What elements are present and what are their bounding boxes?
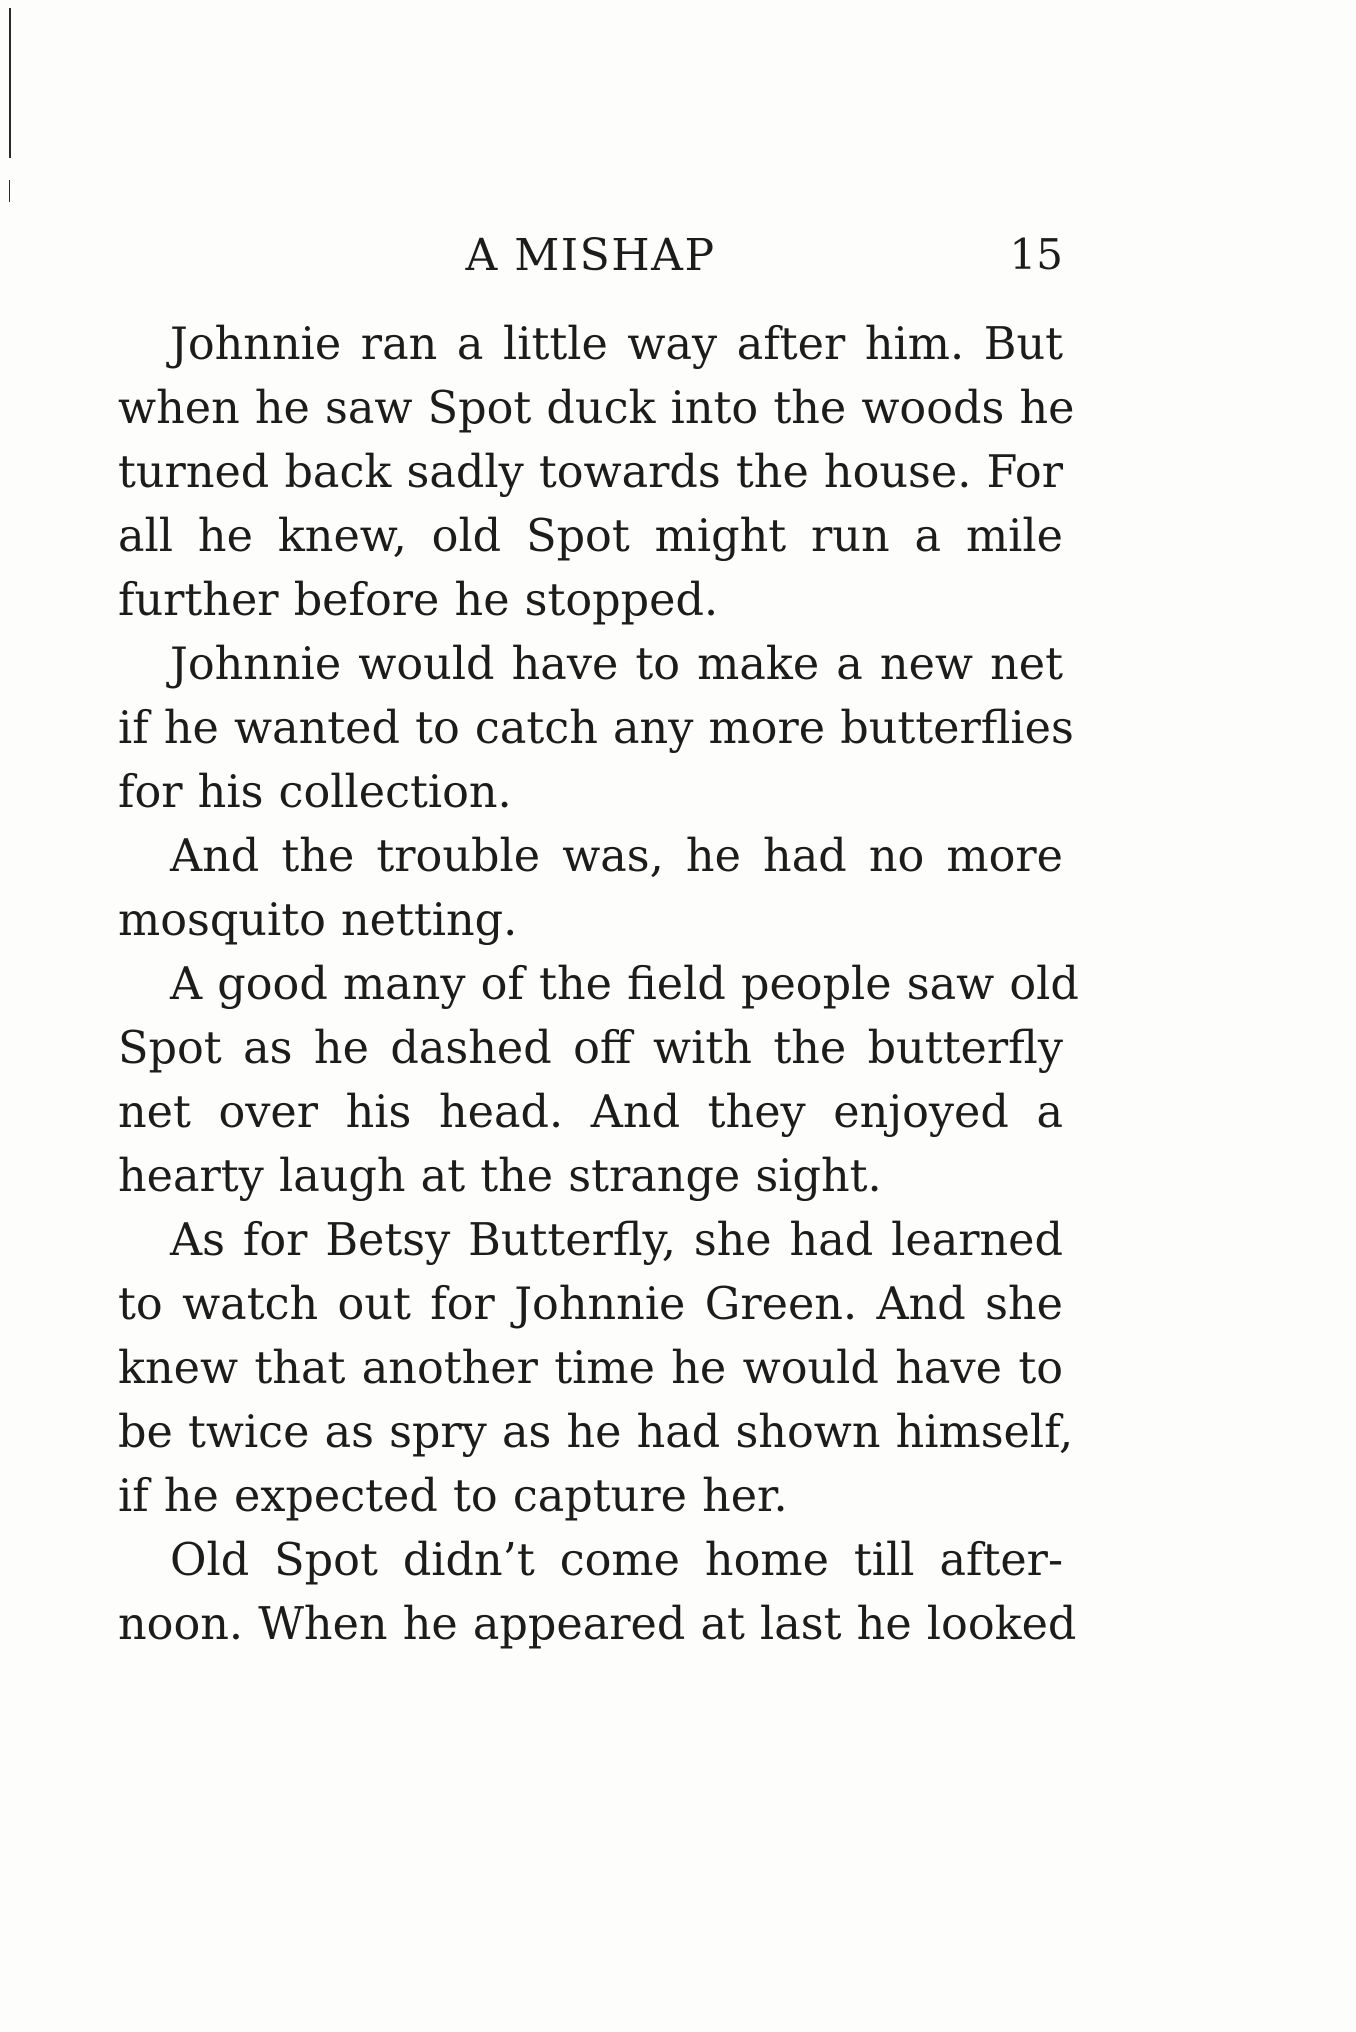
paragraph [118, 313, 1075, 633]
page-number: 15 [1009, 230, 1063, 279]
text-line: mosquito netting. [118, 895, 518, 946]
text-line: Old Spot didn’t come home till after- [170, 1535, 1063, 1586]
paragraph [118, 633, 1074, 825]
paragraph [118, 825, 1063, 953]
running-head [118, 230, 1063, 290]
body-text [118, 313, 1079, 1657]
text-line: turned back sadly towards the house. For [118, 447, 1063, 498]
text-line: And the trouble was, he had no more [170, 831, 1063, 882]
text-line: Johnnie would have to make a new net [170, 639, 1063, 690]
text-line: noon. When he appeared at last he looked [118, 1599, 1077, 1650]
text-line: Johnnie ran a little way after him. But [170, 319, 1063, 370]
text-line: when he saw Spot duck into the woods he [118, 383, 1075, 434]
text-line: if he expected to capture her. [118, 1471, 788, 1522]
text-line: knew that another time he would have to [118, 1343, 1063, 1394]
text-line: all he knew, old Spot might run a mile [118, 511, 1063, 562]
gutter-scan-mark [9, 180, 10, 202]
gutter-scan-mark [9, 8, 11, 158]
text-line: for his collection. [118, 767, 512, 818]
paragraph [118, 1529, 1077, 1657]
text-line: be twice as spry as he had shown himself, [118, 1407, 1074, 1458]
paragraph [118, 953, 1079, 1209]
text-line: hearty laugh at the strange sight. [118, 1151, 882, 1202]
text-line: Spot as he dashed off with the butterfly [118, 1023, 1063, 1074]
text-line: to watch out for Johnnie Green. And she [118, 1279, 1063, 1330]
text-line: if he wanted to catch any more butterflies [118, 703, 1074, 754]
text-line: A good many of the field people saw old [170, 959, 1079, 1010]
text-line: As for Betsy Butterfly, she had learned [170, 1215, 1063, 1266]
text-line: net over his head. And they enjoyed a [118, 1087, 1063, 1138]
chapter-title: A MISHAP [465, 230, 716, 281]
text-line: further before he stopped. [118, 575, 719, 626]
paragraph [118, 1209, 1074, 1529]
